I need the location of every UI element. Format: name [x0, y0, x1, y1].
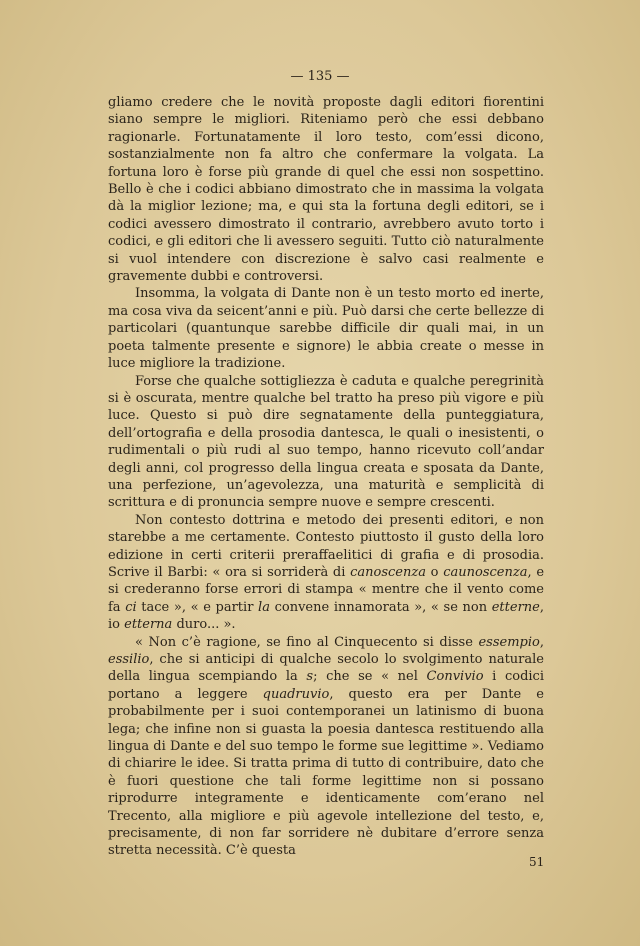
p5-text-b: , [539, 634, 544, 650]
p5-text-e: i codici portano a leggere [108, 669, 544, 702]
p4-italic-4: la [258, 599, 270, 615]
p5-italic-1: essempio [478, 634, 540, 650]
paragraph-4 [108, 512, 544, 634]
body-text [108, 94, 544, 860]
p4-text-c: , e si crederanno forse errori di stampa « mentre che il vento come fa [108, 564, 545, 615]
p4-text-a: Non contesto dottrina e metodo dei presenti editori, e non starebbe a me certamente. Contesto piuttosto il gusto della loro edizione in certi criterii preraffaelitici di grafia e di prosodia. Scrive il Barbi: « ora si sorriderà di [108, 512, 544, 580]
p5-text-d: ; che se « nel [313, 669, 427, 685]
p4-text-f: , io [108, 599, 544, 633]
paragraph-1: gliamo credere che le novità proposte dagli editori fiorentini siano sempre le migliori. Riteniamo però che essi debbano ragionarle. Fortunatamente il loro testo, com’essi dicono, sostanzialmente non fa altro che confermare la volgata. La fortuna loro è forse più grande di quel che essi non sospettino. Bello è che i codici abbiano dimostrato che in massima la volgata dà la miglior lezione; ma, e qui sta la fortuna degli editori, se i codici avessero dimostrato il contrario, avrebbero avuto torto i codici, e gli editori che li avessero seguiti. Tutto ciò naturalmente si vuol intendere con discrezione è salvo casi realmente e gravemente dubbi e controversi. [108, 95, 544, 285]
p4-italic-3: ci [125, 599, 137, 615]
p5-italic-5: quadruvio [262, 686, 330, 702]
p5-text-a: « Non c’è ragione, se fino al Cinquecento si disse [135, 634, 479, 650]
p4-text-d: tace », « e partir [136, 599, 259, 615]
p4-italic-6: etterna [124, 617, 173, 633]
p5-italic-3: s [306, 669, 314, 685]
p4-italic-1: canoscenza [350, 564, 426, 580]
p4-text-e: convene innamorata », « se non [269, 599, 492, 615]
page-number: — 135 — [290, 69, 350, 84]
p4-text-g: duro... ». [172, 617, 236, 633]
paragraph-5 [108, 634, 544, 860]
paragraph-2: Insomma, la volgata di Dante non è un testo morto ed inerte, ma cosa viva da seicent’anni e più. Può darsi che certe bellezze di particolari (quantunque sarebbe difficile dir quali mai, in un poeta talmente presente e signore) le abbia create o messe in luce migliore la tradizione. [108, 286, 544, 372]
p4-italic-5: etterne [491, 599, 540, 615]
p5-italic-4: Convivio [426, 669, 484, 685]
p5-text-f: , questo era per Dante e probabilmente per i suoi contemporanei un latinismo di buona lega; che infine non si guasta la poesia dantesca restituendo alla lingua di Dante e del suo tempo le forme sue legittime ». Vediamo di chiarire le idee. Si tratta prima di tutto di contribuire, dato che è fuori questione che tali forme legittime non si possano riprodurre integramente e identicamente com’erano nel Trecento, alla migliore e più agevole intellezione del testo, e, precisamente, di non far sorridere nè dubitare d’errore senza stretta necessità. C’è questa [108, 686, 544, 859]
p4-text-b: o [425, 564, 444, 580]
signature-mark: 51 [529, 855, 545, 869]
p4-italic-2: caunoscenza [443, 564, 528, 580]
p5-text-c: , che si anticipi di qualche secolo lo svolgimento naturale della lingua scempiando la [108, 652, 544, 685]
paragraph-3: Forse che qualche sottigliezza è caduta e qualche peregrinità si è oscurata, mentre qualche bel tratto ha preso più vigore e più luce. Questo si può dire segnatamente della punteggiatura, dell’ortografia e della prosodia dantesca, le quali o inesistenti, o rudimentali o più rudi al suo tempo, hanno ricevuto coll’andar degli anni, col progresso della lingua creata e sposata da Dante, una perfezione, un’agevolezza, una maturità e semplicità di scrittura e di pronuncia sempre nuove e sempre crescenti. [108, 373, 544, 511]
p5-italic-2: essilio [108, 652, 150, 667]
